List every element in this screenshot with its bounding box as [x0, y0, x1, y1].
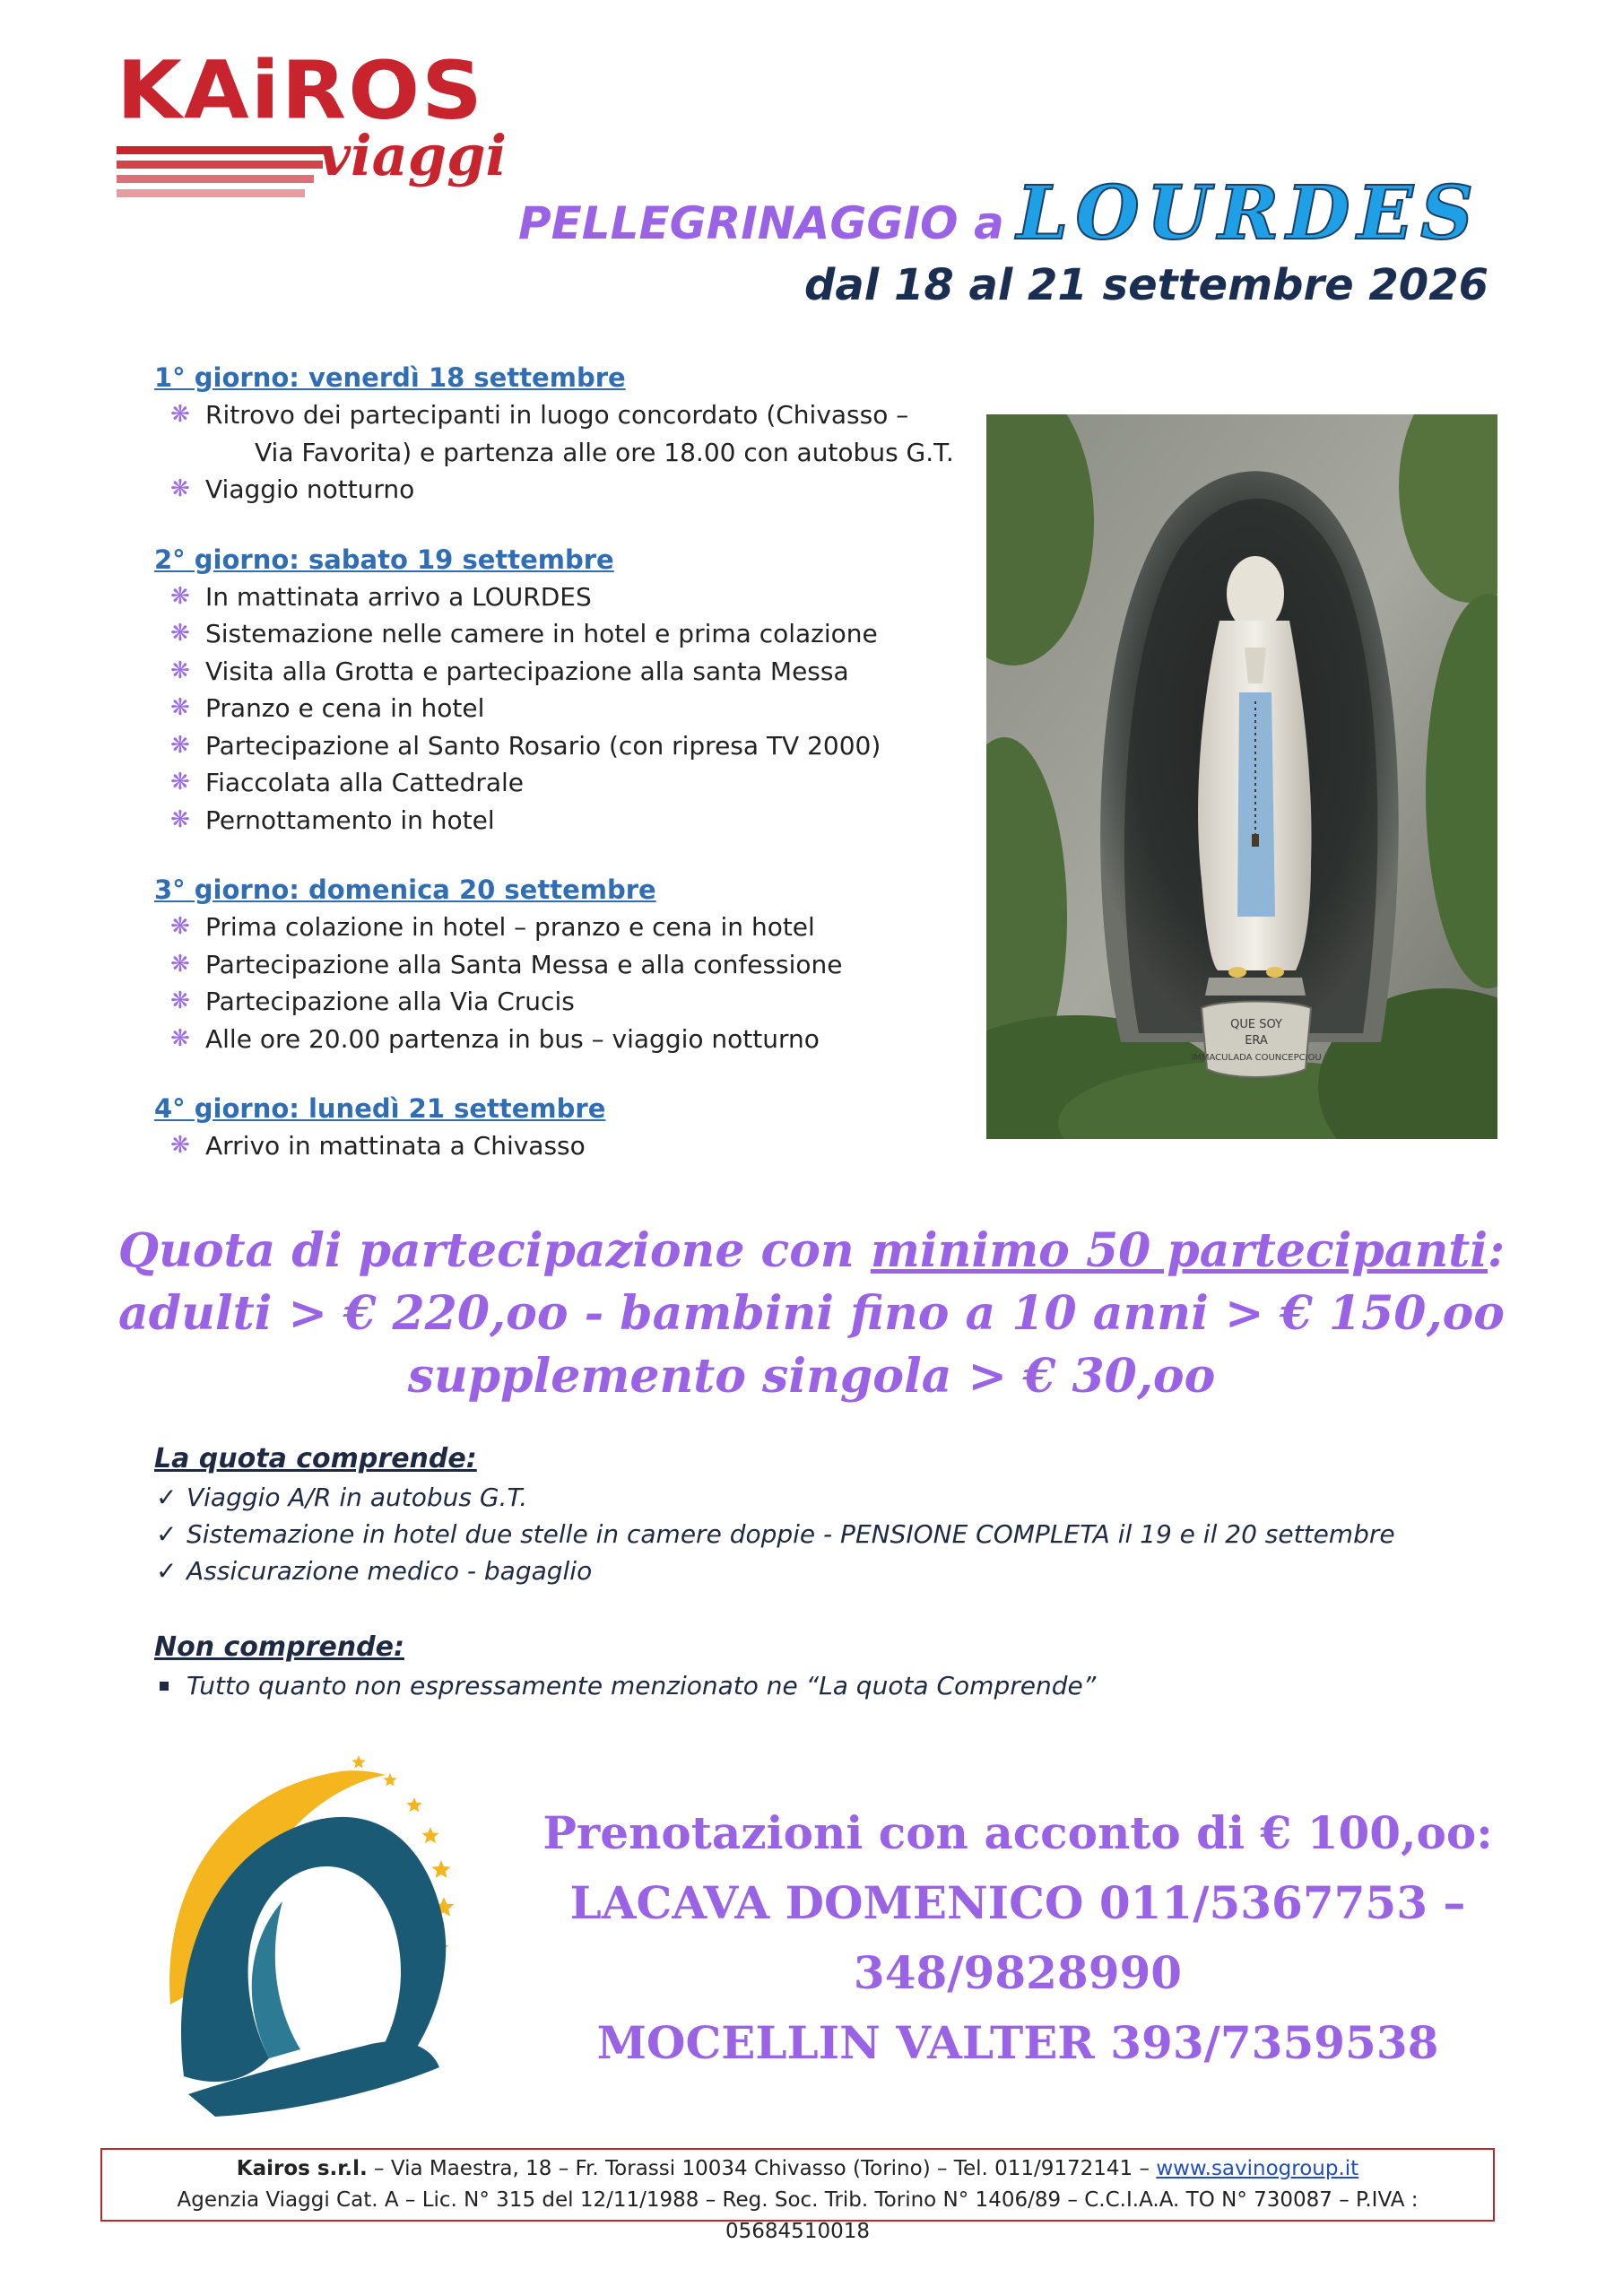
- day-activities: [154, 578, 970, 839]
- includes-list: [154, 1479, 1499, 1589]
- activity-item: [154, 578, 970, 616]
- square-bullet-icon: [160, 1682, 169, 1691]
- star-icon: [383, 1773, 396, 1787]
- inscription-line: ERA: [1245, 1034, 1268, 1048]
- flower-bullet-icon: ❋: [170, 1132, 190, 1159]
- logo-text: KAiROS: [117, 44, 484, 138]
- included-item: [154, 1552, 1499, 1589]
- activity-item: [154, 946, 970, 984]
- included-text: Viaggio A/R in autobus G.T.: [187, 1483, 528, 1512]
- activity-text: Pernottamento in hotel: [205, 804, 495, 835]
- page-title: [518, 170, 1487, 256]
- trip-dates: dal 18 al 21 settembre 2026: [804, 260, 1488, 310]
- flower-bullet-icon: ❋: [170, 769, 190, 796]
- logo-stripe: [117, 189, 305, 197]
- flower-bullet-icon: ❋: [170, 582, 190, 610]
- star-icon: [352, 1755, 365, 1769]
- itinerary: [154, 359, 970, 1197]
- day-activities: [154, 396, 970, 509]
- kairos-logo: [117, 44, 508, 202]
- activity-text: Partecipazione alla Via Crucis: [205, 987, 575, 1016]
- footer-line-1: [102, 2153, 1493, 2185]
- flower-bullet-icon: ❋: [170, 913, 190, 940]
- madonna-logo: [135, 1735, 493, 2121]
- star-icon: [406, 1797, 421, 1812]
- included-text: Assicurazione medico - bagaglio: [187, 1556, 593, 1586]
- day-title: 1° giorno: venerdì 18 settembre: [154, 362, 626, 393]
- checkmark-icon: ✓: [156, 1483, 178, 1512]
- day-activities: [154, 909, 970, 1057]
- excluded-item: [154, 1667, 1499, 1704]
- activity-item: [154, 764, 970, 802]
- activity-item: [154, 1021, 970, 1058]
- inscription-line: IMMACULADA COUNCEPCIOU: [1191, 1053, 1322, 1063]
- activity-text: Visita alla Grotta e partecipazione alla santa Messa: [205, 656, 849, 686]
- activity-text: Pranzo e cena in hotel: [205, 693, 485, 723]
- quote-line-2: adulti > € 220,oo - bambini fino a 10 anni > € 150,oo: [118, 1286, 1505, 1341]
- booking-contact: 348/9828990: [853, 1946, 1183, 1999]
- footer-company: Kairos s.r.l.: [236, 2157, 368, 2180]
- price-quote: [72, 1220, 1551, 1408]
- booking-contact: LACAVA DOMENICO 011/5367753 –: [569, 1876, 1466, 1929]
- day-title: 2° giorno: sabato 19 settembre: [154, 544, 614, 575]
- activity-item: [154, 909, 970, 946]
- madonna-icon: [135, 1735, 493, 2121]
- star-icon: [432, 1860, 451, 1878]
- activity-text: Sistemazione nelle camere in hotel e prima colazione: [205, 619, 878, 648]
- flower-bullet-icon: ❋: [170, 950, 190, 978]
- grotto-illustration: [986, 414, 1497, 1139]
- excludes-list: [154, 1667, 1499, 1704]
- booking-contact: MOCELLIN VALTER 393/7359538: [596, 2016, 1439, 2069]
- flower-bullet-icon: ❋: [170, 401, 190, 428]
- activity-text: Partecipazione alla Santa Messa e alla confessione: [205, 949, 843, 979]
- activity-text: Fiaccolata alla Cattedrale: [205, 768, 525, 797]
- grotto-photo: [986, 414, 1497, 1139]
- website-link[interactable]: www.savinogroup.it: [1156, 2157, 1359, 2180]
- activity-item: [154, 1127, 970, 1165]
- excluded-text: Tutto quanto non espressamente menzionato ne “La quota Comprende”: [187, 1671, 1097, 1700]
- flower-bullet-icon: ❋: [170, 987, 190, 1014]
- booking-info: [502, 1798, 1533, 2078]
- logo-stripe: [117, 175, 314, 183]
- included-item: [154, 1516, 1499, 1552]
- activity-text-continued: Via Favorita) e partenza alle ore 18.00 con autobus G.T.: [255, 437, 954, 467]
- flower-bullet-icon: ❋: [170, 694, 190, 721]
- title-destination: LOURDES: [1016, 170, 1481, 257]
- flower-bullet-icon: ❋: [170, 475, 190, 502]
- inscription-line: QUE SOY: [1230, 1018, 1282, 1031]
- activity-item: [154, 727, 970, 765]
- activity-item: [154, 471, 970, 509]
- logo-subtext: viaggi: [318, 123, 508, 188]
- activity-text: In mattinata arrivo a LOURDES: [205, 581, 592, 612]
- logo-stripe: [117, 146, 332, 154]
- checkmark-icon: ✓: [156, 1519, 178, 1549]
- activity-text: Ritrovo dei partecipanti in luogo concordato (Chivasso –: [205, 400, 909, 430]
- activity-item: [154, 653, 970, 691]
- flower-bullet-icon: ❋: [170, 620, 190, 647]
- logo-stripe: [117, 161, 323, 169]
- excludes-section: [154, 1628, 1499, 1704]
- flower-bullet-icon: ❋: [170, 731, 190, 759]
- includes-title: La quota comprende:: [154, 1443, 477, 1474]
- footer: [100, 2148, 1495, 2243]
- star-icon: [422, 1827, 439, 1843]
- activity-item: [154, 983, 970, 1021]
- activity-text: Arrivo in mattinata a Chivasso: [205, 1131, 586, 1161]
- checkmark-icon: ✓: [156, 1556, 178, 1586]
- day-activities: [154, 1127, 970, 1165]
- activity-item: [154, 396, 970, 471]
- activity-text: Partecipazione al Santo Rosario (con ripresa TV 2000): [205, 730, 881, 761]
- quote-minimum: minimo 50 partecipanti: [870, 1223, 1488, 1278]
- footer-line-2: Agenzia Viaggi Cat. A – Lic. N° 315 del 12/11/1988 – Reg. Soc. Trib. Torino N° 1406/89 – C.C.I.A.A. TO N° 730087 – P.IVA : 05684510018: [177, 2188, 1419, 2243]
- quote-text: Quota di partecipazione con: [117, 1223, 871, 1278]
- activity-text: Prima colazione in hotel – pranzo e cena in hotel: [205, 912, 815, 942]
- itinerary-day: [154, 1090, 970, 1165]
- booking-line: Prenotazioni con acconto di € 100,oo:: [542, 1806, 1493, 1859]
- flower-bullet-icon: ❋: [170, 805, 190, 833]
- quote-line-3: supplemento singola > € 30,oo: [407, 1349, 1216, 1404]
- activity-text: Alle ore 20.00 partenza in bus – viaggio notturno: [205, 1023, 820, 1054]
- quote-line-1: [72, 1220, 1551, 1283]
- excludes-title: Non comprende:: [154, 1631, 404, 1663]
- itinerary-day: [154, 541, 970, 839]
- included-item: [154, 1479, 1499, 1516]
- activity-text: Viaggio notturno: [205, 474, 415, 504]
- day-title: 3° giorno: domenica 20 settembre: [154, 874, 656, 905]
- flower-bullet-icon: ❋: [170, 1024, 190, 1052]
- included-text: Sistemazione in hotel due stelle in camere doppie - PENSIONE COMPLETA il 19 e il 20 settembre: [187, 1519, 1395, 1549]
- day-title: 4° giorno: lunedì 21 settembre: [154, 1093, 606, 1124]
- activity-item: [154, 690, 970, 727]
- activity-item: [154, 615, 970, 653]
- footer-address: – Via Maestra, 18 – Fr. Torassi 10034 Chivasso (Torino) – Tel. 011/9172141 –: [367, 2157, 1157, 2180]
- includes-section: [154, 1439, 1499, 1589]
- quote-colon: :: [1488, 1223, 1506, 1278]
- itinerary-day: [154, 871, 970, 1057]
- flower-bullet-icon: ❋: [170, 657, 190, 684]
- itinerary-day: [154, 359, 970, 509]
- title-prefix: PELLEGRINAGGIO a: [518, 197, 1004, 249]
- activity-item: [154, 802, 970, 839]
